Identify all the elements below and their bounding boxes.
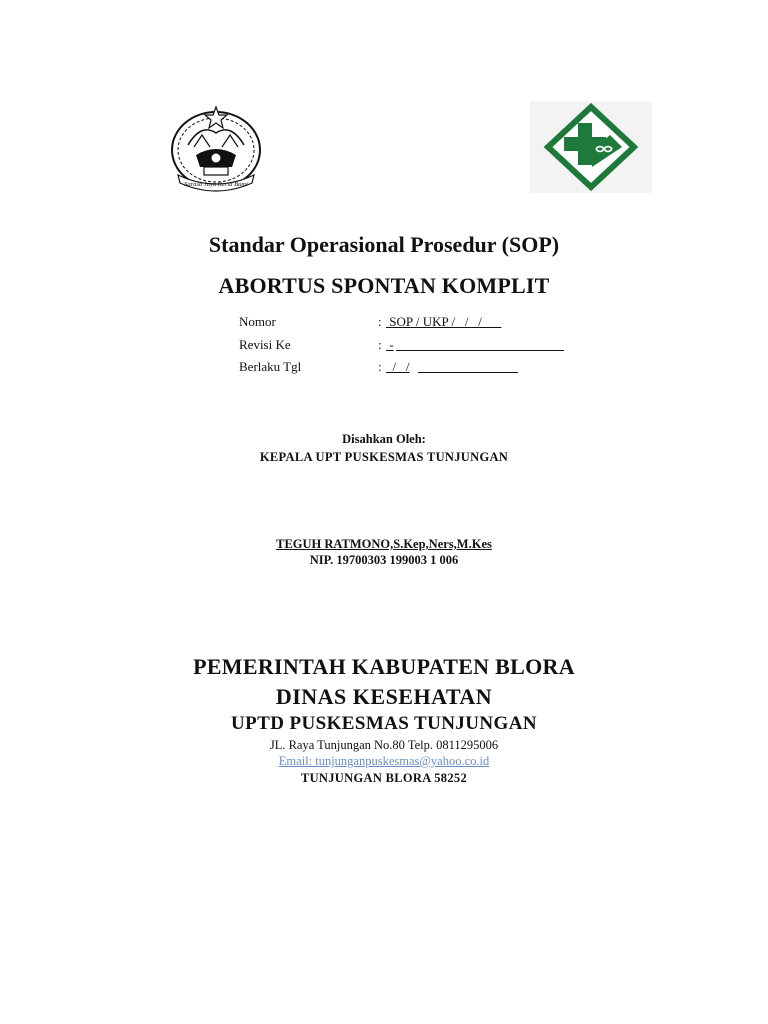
signatory-nip: NIP. 19700303 199003 1 006 [309, 553, 459, 567]
meta-row-nomor [0, 314, 768, 332]
puskesmas-logo-icon [530, 101, 652, 193]
meta-colon: : [378, 359, 382, 374]
document-title: Standar Operasional Prosedur (SOP) [208, 232, 560, 257]
meta-row-revisi [0, 337, 768, 355]
city-postcode: TUNJUNGAN BLORA 58252 [300, 771, 468, 785]
meta-label: Revisi Ke [239, 337, 291, 352]
meta-row-berlaku [0, 359, 768, 377]
meta-value: / / [386, 359, 410, 374]
approval-position: KEPALA UPT PUSKESMAS TUNJUNGAN [259, 450, 509, 464]
puskesmas-name: UPTD PUSKESMAS TUNJUNGAN [231, 713, 537, 734]
approval-heading: Disahkan Oleh: [342, 432, 426, 446]
signatory-name: TEGUH RATMONO,S.Kep,Ners,M.Kes [276, 537, 492, 551]
meta-colon: : [378, 337, 382, 352]
svg-text:Sarasa Jaya Kerta Bumi: Sarasa Jaya Kerta Bumi [184, 181, 248, 188]
meta-label: Berlaku Tgl [239, 359, 302, 374]
government-name: PEMERINTAH KABUPATEN BLORA [193, 654, 575, 679]
regency-crest-icon [166, 105, 266, 197]
fill-line [396, 350, 564, 351]
meta-colon: : [378, 314, 382, 329]
meta-label: Nomor [239, 314, 276, 329]
fill-line [418, 372, 518, 373]
agency-name: DINAS KESEHATAN [275, 684, 493, 709]
meta-value: SOP / UKP / / / [386, 314, 502, 329]
sop-subject: ABORTUS SPONTAN KOMPLIT [218, 273, 550, 298]
meta-value: - [386, 337, 394, 352]
email-link[interactable]: Email: tunjunganpuskesmas@yahoo.co.id [278, 754, 490, 768]
address-line: JL. Raya Tunjungan No.80 Telp. 0811295006 [269, 738, 499, 752]
